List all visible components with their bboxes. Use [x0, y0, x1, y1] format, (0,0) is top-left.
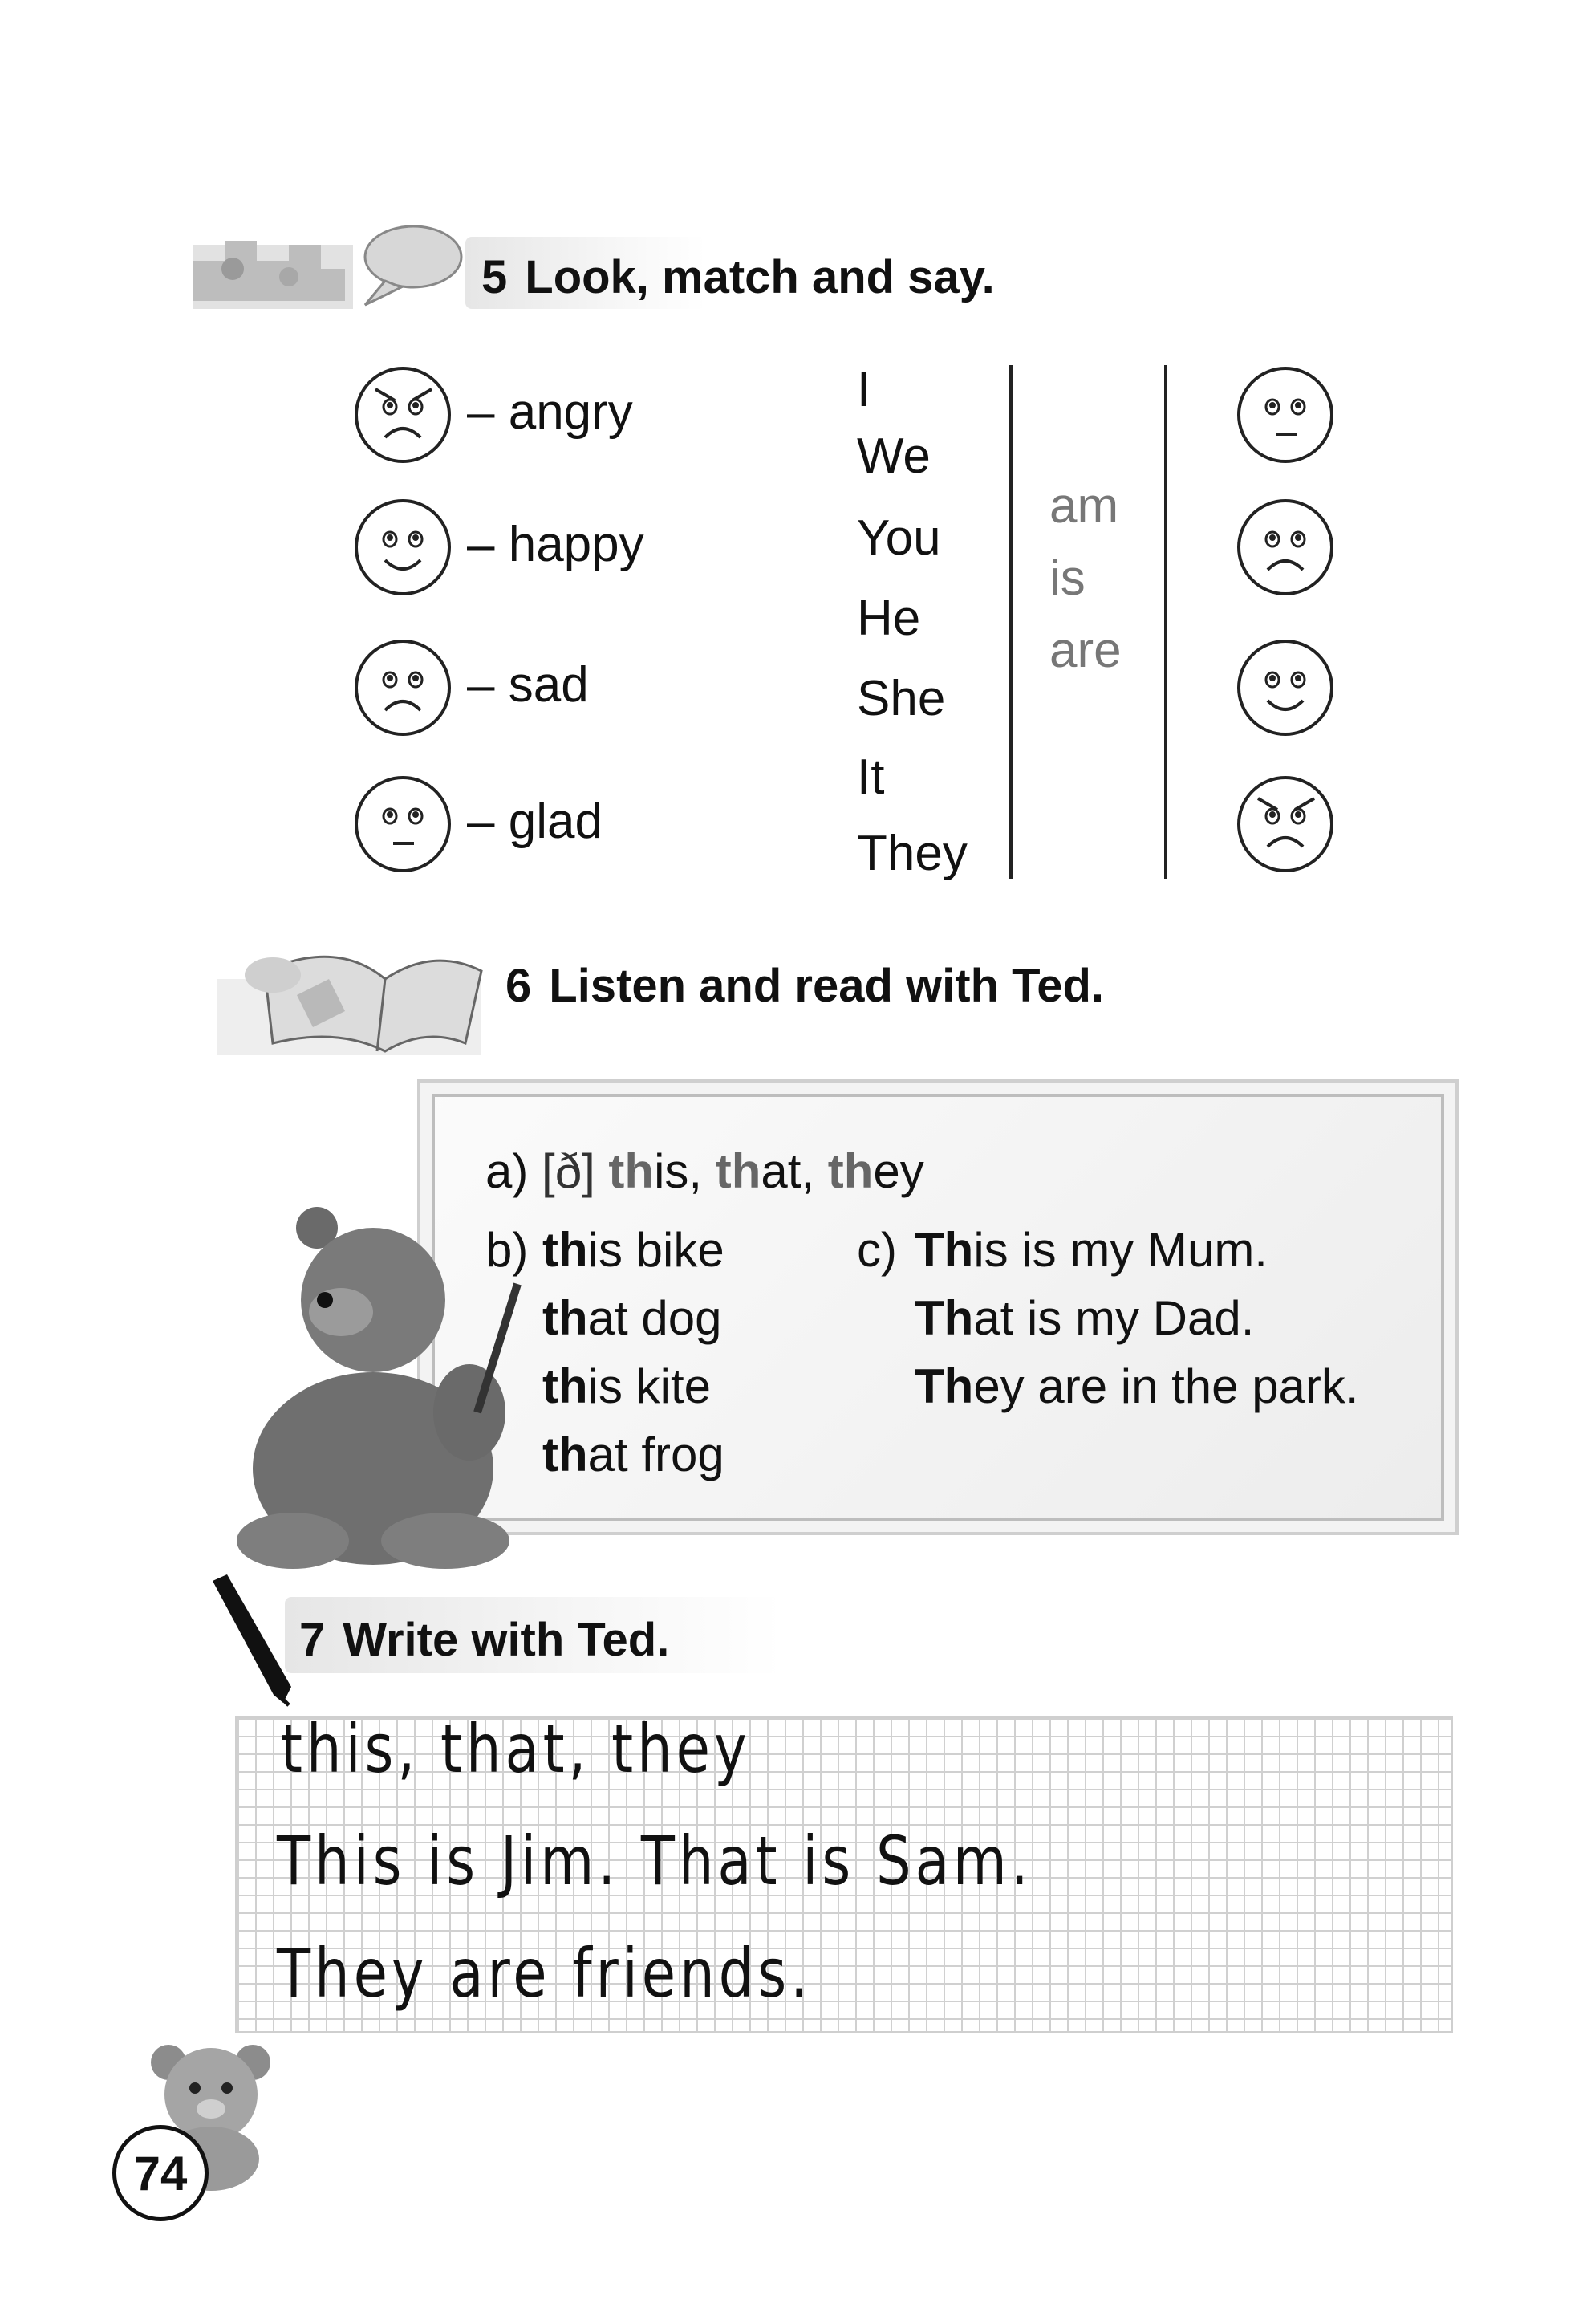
pronoun: It [857, 750, 885, 805]
face-label: – angry [467, 384, 633, 440]
right-face-list [1236, 365, 1340, 887]
phonics-word: that, [715, 1144, 828, 1198]
page-number: 74 [112, 2125, 209, 2221]
handwriting-line: They are friends. [277, 1934, 812, 2013]
phonics-list-item: This is my Mum. [915, 1223, 1268, 1277]
exercise-5-header [481, 250, 995, 304]
list-marker: c) [857, 1223, 897, 1277]
left-face-list [353, 365, 834, 887]
pronoun-column [857, 362, 1017, 895]
phonics-list-c [915, 1223, 1412, 1451]
phonics-word: they [827, 1144, 924, 1198]
handwriting-line: This is Jim. That is Sam. [277, 1822, 1033, 1900]
face-label: – sad [467, 657, 589, 713]
open-book-icon [217, 923, 489, 1059]
phonics-list-item: that frog [542, 1428, 724, 1481]
phonics-list-item: that dog [542, 1291, 722, 1345]
exercise-number: 5 [481, 251, 508, 303]
verb: are [1049, 623, 1122, 678]
exercise-7-header [299, 1613, 669, 1667]
pronoun: I [857, 362, 871, 417]
word-list [608, 1144, 923, 1198]
phonics-list-item: this bike [542, 1223, 724, 1277]
pronoun: He [857, 591, 921, 646]
phonics-list-item: That is my Dad. [915, 1291, 1255, 1345]
pronoun: She [857, 671, 946, 726]
exercise-number: 7 [299, 1614, 326, 1666]
verb-column [1049, 478, 1170, 690]
face-label: – glad [467, 794, 603, 849]
sad-face-icon [353, 638, 453, 741]
divider-line [1164, 365, 1167, 879]
divider-line [1009, 365, 1013, 879]
exercise-number: 6 [505, 960, 532, 1012]
face-row [353, 638, 834, 742]
phonics-word: this, [608, 1144, 716, 1198]
sad-face-icon [1236, 498, 1335, 601]
phonetic-symbol: [ð] [542, 1144, 595, 1198]
face-row [353, 498, 834, 602]
pronoun: You [857, 510, 941, 566]
glad-face-icon [353, 774, 453, 878]
exercise-title: Write with Ted. [343, 1614, 670, 1666]
verb: is [1049, 551, 1086, 606]
handwriting-line: this, that, they [281, 1709, 751, 1788]
exercise-title: Look, match and say. [525, 251, 995, 303]
exercise-6-header [505, 959, 1104, 1013]
list-marker: a) [485, 1144, 529, 1198]
verb: am [1049, 478, 1119, 534]
happy-face-icon [1236, 638, 1335, 741]
exercise-title: Listen and read with Ted. [549, 960, 1105, 1012]
happy-face-icon [353, 498, 453, 601]
pronoun: We [857, 429, 931, 484]
face-row [353, 365, 834, 469]
puzzle-speech-icon [185, 213, 465, 317]
phonics-list-item: They are in the park. [915, 1359, 1359, 1413]
phonics-list-b [542, 1223, 863, 1515]
glad-face-icon [1236, 365, 1335, 469]
phonics-line-a [485, 1144, 924, 1198]
angry-face-icon [1236, 774, 1335, 878]
angry-face-icon [353, 365, 453, 469]
pronoun: They [857, 826, 968, 881]
face-label: – happy [467, 517, 644, 572]
face-row [353, 774, 834, 879]
list-marker: b) [485, 1223, 529, 1277]
phonics-list-item: this kite [542, 1359, 712, 1413]
